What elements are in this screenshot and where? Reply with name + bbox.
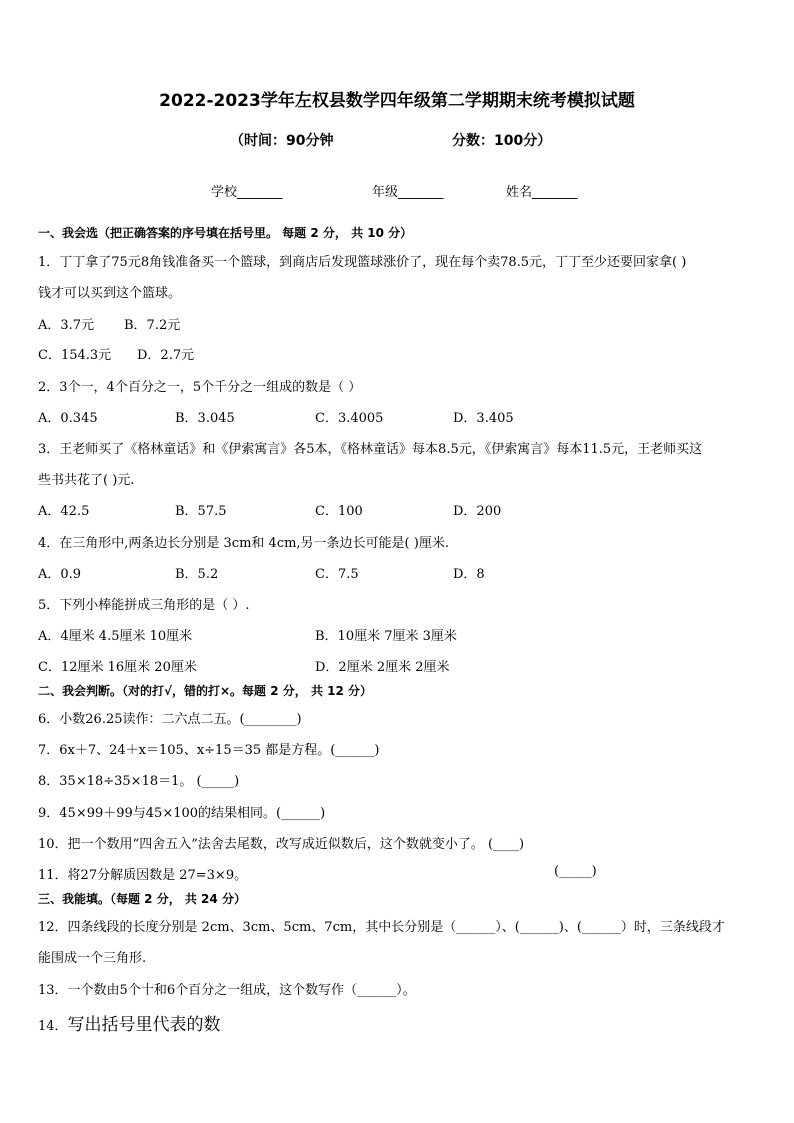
question-4-option-b: B．5.2 (175, 567, 219, 582)
question-3-option-b: B．57.5 (175, 504, 227, 519)
question-8-text: 8．35×18÷35×18＝1。 (_____) (38, 774, 240, 789)
question-11-answer-blank: (_____) (554, 864, 597, 879)
page-title: 2022-2023学年左权县数学四年级第二学期期末统考模拟试题 (159, 91, 635, 111)
question-10-text: 10．把一个数用“四舍五入”法舍去尾数，改写成近似数后，这个数就变小了。 (____) (38, 837, 525, 852)
question-1-option-a: A．3.7元 (38, 318, 95, 333)
question-12-line-1: 12．四条线段的长度分别是 2cm、3cm、5cm、7cm，其中长分别是（______）、(______)、(______）时，三条线段才 (38, 920, 725, 935)
exam-time: （时间：90分钟 (230, 133, 334, 149)
question-4-option-c: C．7.5 (315, 567, 359, 582)
question-14 (38, 1010, 221, 1035)
question-12-line-2: 能围成一个三角形. (38, 951, 147, 966)
question-3-option-d: D．200 (453, 504, 502, 519)
question-4-text: 4．在三角形中,两条边长分别是 3cm和 4cm,另一条边长可能是( )厘米. (38, 536, 449, 551)
name-field: 姓名_______ (506, 185, 578, 200)
question-2-option-d: D．3.405 (453, 411, 514, 426)
school-field: 学校_______ (211, 185, 283, 200)
exam-score: 分数：100分） (452, 133, 552, 149)
grade-field: 年级_______ (372, 185, 444, 200)
question-4-option-d: D．8 (453, 567, 485, 582)
section-1-heading: 一、我会选（把正确答案的序号填在括号里。 每题 2 分， 共 10 分） (38, 226, 413, 240)
section-2-heading: 二、我会判断。（对的打√，错的打×。每题 2 分， 共 12 分） (38, 684, 372, 698)
question-2-option-a: A．0.345 (38, 411, 98, 426)
question-5-option-b: B．10厘米 7厘米 3厘米 (315, 629, 457, 644)
question-3-line-1: 3．王老师买了《格林童话》和《伊索寓言》各5本，《格林童话》每本8.5元，《伊索寓言》每本11.5元，王老师买这 (38, 442, 703, 457)
question-14-number: 14． (38, 1019, 68, 1034)
question-11-text: 11．将27分解质因数是 27=3×9。 (38, 868, 248, 883)
question-1-option-b: B．7.2元 (124, 318, 181, 333)
question-3-option-c: C．100 (315, 504, 363, 519)
question-2-option-b: B．3.045 (175, 411, 235, 426)
question-13-text: 13．一个数由5个十和6个百分之一组成，这个数写作（______）。 (38, 983, 416, 998)
question-5-option-d: D．2厘米 2厘米 2厘米 (315, 660, 450, 675)
question-2-option-c: C．3.4005 (315, 411, 384, 426)
question-14-text: 写出括号里代表的数 (67, 1015, 221, 1035)
question-6-text: 6．小数26.25读作：二六点二五。(________) (38, 712, 302, 727)
question-5-text: 5．下列小棒能拼成三角形的是（ ）. (38, 598, 250, 613)
question-3-option-a: A．42.5 (38, 504, 90, 519)
section-3-heading: 三、我能填。（每题 2 分， 共 24 分） (38, 892, 246, 906)
question-7-text: 7．6x＋7、24＋x＝105、x÷15＝35 都是方程。(______) (38, 743, 380, 758)
question-3-line-2: 些书共花了( )元. (38, 473, 135, 488)
question-1-option-d: D．2.7元 (137, 348, 195, 363)
question-1-line-2: 钱才可以买到这个篮球。 (38, 286, 182, 301)
question-1-line-1: 1．丁丁拿了75元8角钱准备买一个篮球，到商店后发现篮球涨价了，现在每个卖78.5元，丁丁至少还要回家拿( ) (38, 255, 687, 270)
question-5-option-a: A．4厘米 4.5厘米 10厘米 (38, 629, 193, 644)
question-5-option-c: C．12厘米 16厘米 20厘米 (38, 660, 197, 675)
question-1-option-c: C．154.3元 (38, 348, 112, 363)
question-4-option-a: A．0.9 (38, 567, 82, 582)
question-2-text: 2．3个一，4个百分之一，5个千分之一组成的数是（ ） (38, 380, 362, 395)
question-9-text: 9．45×99＋99与45×100的结果相同。(______) (38, 806, 326, 821)
